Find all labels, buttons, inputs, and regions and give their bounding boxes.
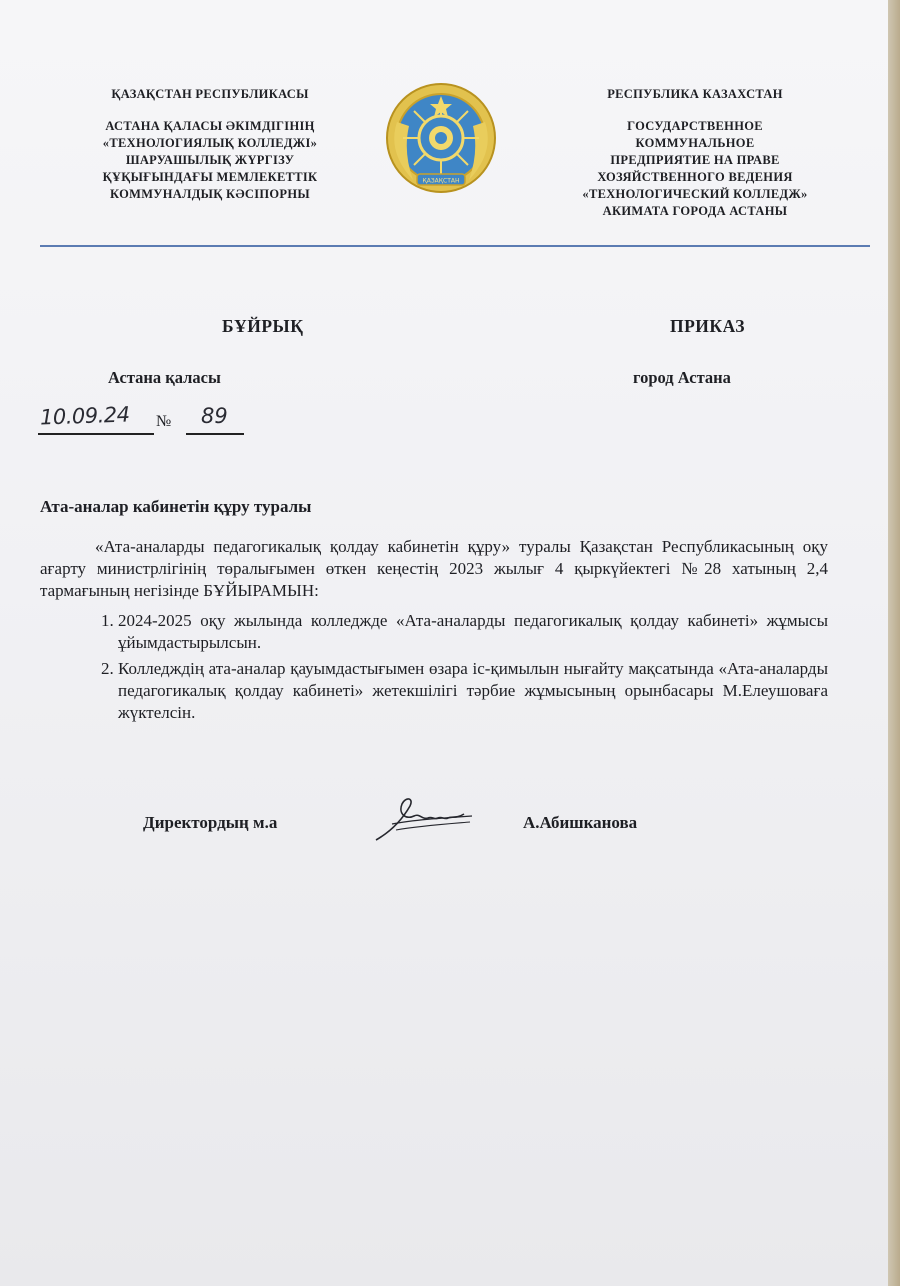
emblem-text: ҚАЗАҚСТАН xyxy=(422,177,460,185)
header-left-line: ШАРУАШЫЛЫҚ ЖҮРГІЗУ xyxy=(125,153,295,167)
order-items xyxy=(40,610,828,724)
header-right-ru xyxy=(555,86,835,220)
order-preamble: «Ата-аналарды педагогикалық қолдау кабинетін құру» туралы Қазақстан Республикасының оқу ағарту министрлігінің төралығымен өткен кеңестің 2023 жылығ 4 қыркүйектегі №28 хатының 2,4 тармағының негізінде БҰЙЫРАМЫН: xyxy=(40,537,828,600)
order-title-kz: БҰЙРЫҚ xyxy=(222,316,304,336)
header-left-line: АСТАНА ҚАЛАСЫ ӘКІМДІГІНІҢ xyxy=(105,119,315,133)
header-right-line: КОММУНАЛЬНОЕ xyxy=(635,136,755,150)
header-left-kz xyxy=(60,86,360,203)
order-date-number xyxy=(38,400,288,440)
header-left-line: ҚҰҚЫҒЫНДАҒЫ МЕМЛЕКЕТТІК xyxy=(102,170,318,184)
header-right-line: ХОЗЯЙСТВЕННОГО ВЕДЕНИЯ xyxy=(597,170,793,184)
order-item: 2. Колледждің ата-аналар қауымдастығымен өзара іс-қимылын нығайту мақсатында «Ата-аналарды педагогикалық қолдау кабинеті» жетекшілігі тәрбие жұмысының орынбасары М.Елеушоваға жүктелсін. xyxy=(118,658,828,724)
order-title-ru: ПРИКАЗ xyxy=(670,316,746,336)
city-kz: Астана қаласы xyxy=(108,368,221,387)
order-item: 1. 2024-2025 оқу жылында колледжде «Ата-аналарды педагогикалық қолдау кабинеті» жұмысы ұйымдастырылсын. xyxy=(118,610,828,654)
date-underline xyxy=(38,433,154,435)
header-divider xyxy=(40,245,870,247)
handwritten-signature-icon xyxy=(372,790,482,846)
page-edge xyxy=(888,0,900,1286)
city-ru: город Астана xyxy=(633,368,731,387)
header-left-line: ҚАЗАҚСТАН РЕСПУБЛИКАСЫ xyxy=(111,87,309,101)
order-date: 10.09.24 xyxy=(39,402,130,430)
order-subject: Ата-аналар кабинетін құру туралы xyxy=(40,497,312,516)
header-right-line: ПРЕДПРИЯТИЕ НА ПРАВЕ xyxy=(610,153,780,167)
header-right-line: ГОСУДАРСТВЕННОЕ xyxy=(627,119,763,133)
header-left-line: «ТЕХНОЛОГИЯЛЫҚ КОЛЛЕДЖІ» xyxy=(102,136,318,150)
signatory-name: А.Абишканова xyxy=(523,813,638,832)
order-number: 89 xyxy=(201,404,228,428)
state-emblem-icon xyxy=(383,82,499,200)
number-underline xyxy=(186,433,244,435)
header-right-line: «ТЕХНОЛОГИЧЕСКИЙ КОЛЛЕДЖ» xyxy=(582,187,808,201)
header-right-line: РЕСПУБЛИКА КАЗАХСТАН xyxy=(607,87,783,101)
header-left-line: КОММУНАЛДЫҚ КӘСІПОРНЫ xyxy=(110,187,310,201)
number-sign: № xyxy=(156,413,172,430)
order-body xyxy=(40,536,828,728)
signatory-title: Директордың м.а xyxy=(143,813,278,832)
header-right-line: АКИМАТА ГОРОДА АСТАНЫ xyxy=(602,204,788,218)
